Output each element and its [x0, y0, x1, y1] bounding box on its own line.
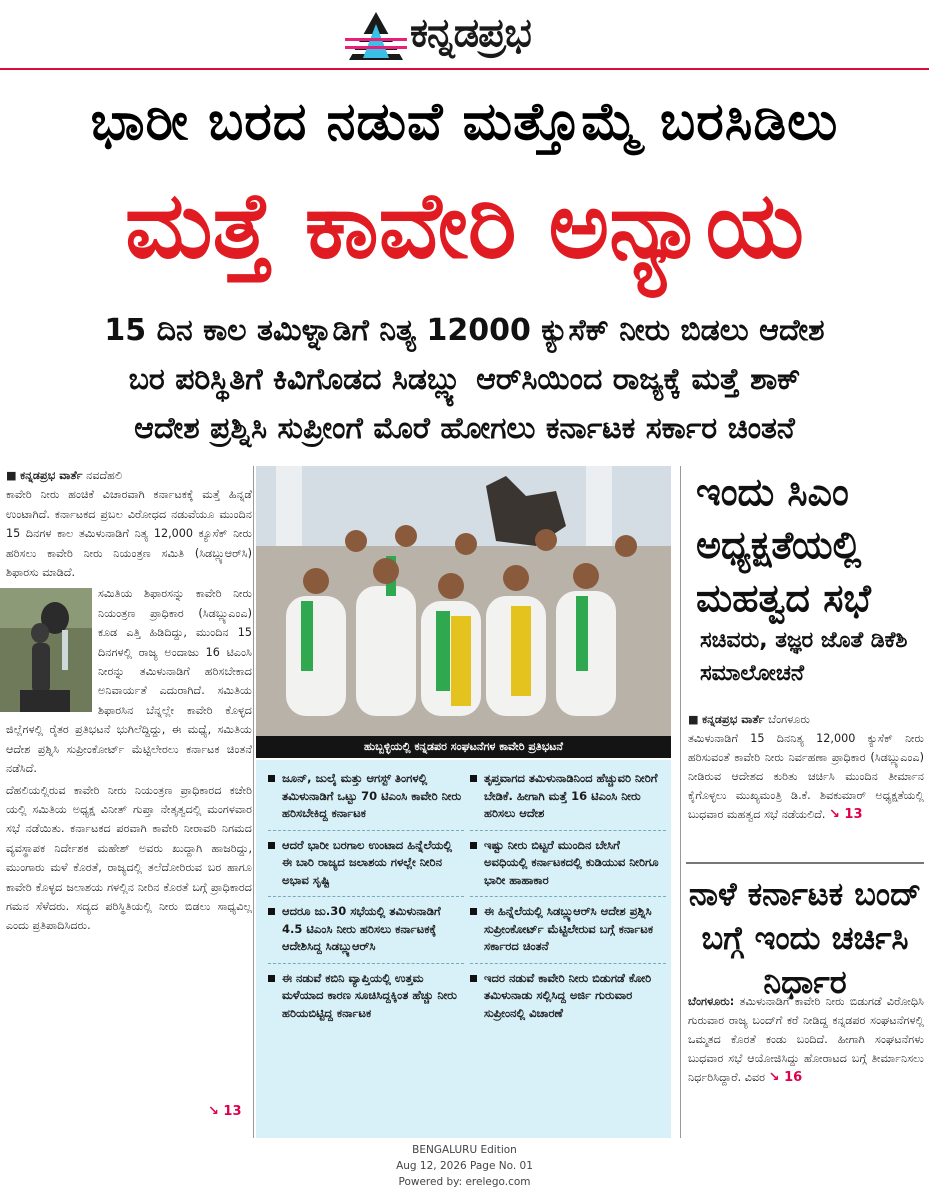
byline-place: ನವದೆಹಲಿ [86, 469, 123, 482]
bullet-square-icon: ■ [6, 469, 21, 482]
edition-label: BENGALURU Edition [412, 1144, 517, 1156]
highlights-left-column [268, 770, 464, 1036]
subhead-3: ಆದೇಶ ಪ್ರಶ್ನಿಸಿ ಸುಪ್ರೀಂಗೆ ಮೊರೆ ಹೋಗಲು ಕರ್ನಾಟಕ ಸರ್ಕಾರ ಚಿಂತನೆ [134, 411, 795, 446]
highlight-item: ಈ ನಡುವೆ ಕಬಿನಿ ವ್ಯಾಪ್ತಿಯಲ್ಲಿ ಉತ್ತಮ ಮಳೆಯಾದ ಕಾರಣ ಸೂಚಿಸಿದ್ದಕ್ಕಿಂತ ಹೆಚ್ಚು ನೀರು ಹರಿಯಬಿಟ್ಟಿದ್ದ ಕರ್ನಾಟಕ [268, 970, 464, 1023]
dateline: ಬೆಂಗಳೂರು: [688, 995, 735, 1008]
byline [6, 466, 252, 485]
kicker-headline: ಭಾರೀ ಬರದ ನಡುವೆ ಮತ್ತೊಮ್ಮೆ ಬರಸಿಡಿಲು [90, 92, 839, 152]
highlight-item: ಆದರೂ ಜು.30 ಸಭೆಯಲ್ಲಿ ತಮಿಳುನಾಡಿಗೆ 4.5 ಟಿಎಂಸಿ ನೀರು ಹರಿಸಲು ಕರ್ನಾಟಕಕ್ಕೆ ಆದೇಶಿಸಿದ್ದ ಸಿಡಬ್ಲ್ಯುಆರ್‌ಸಿ [268, 903, 464, 956]
byline-source: ಕನ್ನಡಪ್ರಭ ವಾರ್ತೆ [20, 469, 83, 482]
continued-on-page[interactable]: ↘ 13 [208, 1104, 242, 1119]
story-paragraph: ದೆಹಲಿಯಲ್ಲಿರುವ ಕಾವೇರಿ ನೀರು ನಿಯಂತ್ರಣ ಪ್ರಾಧಿಕಾರದ ಕಚೇರಿ ಯಲ್ಲಿ ಸಮಿತಿಯ ಅಧ್ಯಕ್ಷ ವಿನೀತ್ ಗುಪ್ತಾ ನೇತೃತ್ವದಲ್ಲಿ ಮಂಗಳವಾರ ಸಭೆ ನಡೆಯಿತು. ಕರ್ನಾಟಕದ ಪರವಾಗಿ ಕಾವೇರಿ ನೀರಾವರಿ ನಿಗಮದ ವ್ಯವಸ್ಥಾಪಕ ನಿರ್ದೇಶಕ ಮಹೇಶ್ ಅವರು ಖುದ್ದಾಗಿ ಹಾಜರಿದ್ದು, ಮುಂಗಾರು ಮಳೆ ಕೊರತೆ, ರಾಜ್ಯದಲ್ಲಿ ತಲೆದೋರಿರುವ ಬರ ಹಾಗೂ ಕಾವೇರಿ ಕೊಳ್ಳದ ಜಲಾಶಯ ಗಳಲ್ಲಿನ ನೀರಿನ ಕೊರತೆ ಬಗ್ಗೆ ಪ್ರಾಧಿಕಾರದ ಗಮನ ಸೆಳೆದರು. ಸದ್ಯದ ಪರಿಸ್ಥಿತಿಯಲ್ಲಿ ನೀರು ಬಿಡಲು ಸಾಧ್ಯವಿಲ್ಲ ಎಂದು ಪ್ರತಿಪಾದಿಸಿದರು. [6, 783, 252, 933]
column-rule [680, 466, 681, 1138]
main-headline: ಮತ್ತೆ ಕಾವೇರಿ ಅನ್ಯಾಯ [125, 172, 804, 279]
highlight-item: ಇಷ್ಟು ನೀರು ಬಿಟ್ಟರೆ ಮುಂದಿನ ಬೇಸಿಗೆ ಅವಧಿಯಲ್ಲಿ ಕರ್ನಾಟಕದಲ್ಲಿ ಕುಡಿಯುವ ನೀರಿಗೂ ಭಾರೀ ಹಾಹಾಕಾರ [470, 837, 666, 890]
bandh-story-body [688, 992, 924, 1087]
page-footer [0, 1142, 929, 1190]
byline-source: ಕನ್ನಡಪ್ರಭ ವಾರ್ತೆ [702, 713, 765, 726]
side-story-body [688, 710, 924, 824]
photo-caption: ಹುಬ್ಬಳ್ಳಿಯಲ್ಲಿ ಕನ್ನಡಪರ ಸಂಘಟನೆಗಳ ಕಾವೇರಿ ಪ್ರತಿಭಟನೆ [256, 736, 671, 758]
highlights-box [256, 760, 671, 1138]
byline-place: ಬೆಂಗಳೂರು [768, 713, 810, 726]
subhead-2: ಬರ ಪರಿಸ್ಥಿತಿಗೆ ಕಿವಿಗೊಡದ ಸಿಡಬ್ಲ್ಯು ಆರ್‌ಸಿಯಿಂದ ರಾಜ್ಯಕ್ಕೆ ಮತ್ತೆ ಶಾಕ್ [128, 362, 801, 397]
masthead-divider [0, 68, 929, 70]
statue-photo [0, 588, 92, 712]
arrow-icon: ↘ [208, 1104, 224, 1119]
story-paragraph: ತಮಿಳುನಾಡಿಗೆ 15 ದಿನನಿತ್ಯ 12,000 ಕ್ಯುಸೆಕ್ ನೀರು ಹರಿಸುವಂತೆ ಕಾವೇರಿ ನೀರು ನಿರ್ವಹಣಾ ಪ್ರಾಧಿಕಾರ (ಸಿಡಬ್ಲ್ಯುಎಂಎ) ನೀಡಿರುವ ಆದೇಶದ ಕುರಿತು ಚರ್ಚಿಸಿ ಮುಂದಿನ ತೀರ್ಮಾನ ಕೈಗೊಳ್ಳಲು ಮುಖ್ಯಮಂತ್ರಿ ಡಿ.ಕೆ. ಶಿವಕುಮಾರ್ ಅಧ್ಯಕ್ಷತೆಯಲ್ಲಿ ಬುಧವಾರ ಮಹತ್ವದ ಸಭೆ ನಡೆಯಲಿದೆ. [688, 732, 924, 821]
story-paragraph: ಸಮಿತಿಯ ಶಿಫಾರಸನ್ನು ಕಾವೇರಿ ನೀರು ನಿಯಂತ್ರಣ ಪ್ರಾಧಿಕಾರ (ಸಿಡಬ್ಲ್ಯುಎಂಎ) ಕೂಡ ಎತ್ತಿ ಹಿಡಿದಿದ್ದು, ಮುಂದಿನ 15 ದಿನಗಳಲ್ಲಿ ರಾಜ್ಯ ಅಂದಾಜು 16 ಟಿಎಂಸಿ ನೀರನ್ನು ತಮಿಳುನಾಡಿಗೆ ಹರಿಸಬೇಕಾದ ಅನಿವಾರ್ಯತೆ ಎದುರಾಗಿದೆ. ಸಮಿತಿಯ ಶಿಫಾರಸಿನ ಬೆನ್ನಲ್ಲೇ ಕಾವೇರಿ ಕೊಳ್ಳದ ಜಿಲ್ಲೆಗಳಲ್ಲಿ ರೈತರ ಪ್ರತಿಭಟನೆ ಭುಗಿಲೆದ್ದಿದ್ದು, ಈ ಮಧ್ಯೆ, ಸಮಿತಿಯ ಆದೇಶ ಪ್ರಶ್ನಿಸಿ ಸುಪ್ರೀಂಕೋರ್ಟ್ ಮೆಟ್ಟಿಲೇರಲು ಕರ್ನಾಟಕ ಚಿಂತನೆ ನಡೆಸಿದೆ. [6, 587, 252, 776]
kannadaprabha-logo-icon [345, 10, 407, 62]
highlight-item: ತೃಪ್ತವಾಗದ ತಮಿಳುನಾಡಿನಿಂದ ಹೆಚ್ಚುವರಿ ನೀರಿಗೆ ಬೇಡಿಕೆ. ಹೀಗಾಗಿ ಮತ್ತೆ 16 ಟಿಎಂಸಿ ನೀರು ಹರಿಸಲು ಆದೇಶ [470, 770, 666, 823]
highlight-item: ಆದರೆ ಭಾರೀ ಬರಗಾಲ ಉಂಟಾದ ಹಿನ್ನೆಲೆಯಲ್ಲಿ ಈ ಬಾರಿ ರಾಜ್ಯದ ಜಲಾಶಯ ಗಳಲ್ಲೇ ನೀರಿನ ಅಭಾವ ಸೃಷ್ಟಿ [268, 837, 464, 890]
bullet-square-icon: ■ [688, 713, 703, 726]
powered-by-link[interactable]: Powered by: erelego.com [398, 1176, 531, 1188]
highlight-item: ಇದರ ನಡುವೆ ಕಾವೇರಿ ನೀರು ಬಿಡುಗಡೆ ಕೋರಿ ತಮಿಳುನಾಡು ಸಲ್ಲಿಸಿದ್ದ ಅರ್ಜಿ ಗುರುವಾರ ಸುಪ್ರೀಂನಲ್ಲಿ ವಿಚಾರಣೆ [470, 970, 666, 1023]
masthead-title: ಕನ್ನಡಪ್ರಭ [410, 10, 531, 56]
highlight-item: ಜೂನ್, ಜುಲೈ ಮತ್ತು ಆಗಸ್ಟ್ ತಿಂಗಳಲ್ಲಿ ತಮಿಳುನಾಡಿಗೆ ಒಟ್ಟು 70 ಟಿಎಂಸಿ ಕಾವೇರಿ ನೀರು ಹರಿಸಬೇಕಿದ್ದ ಕರ್ನಾಟಕ [268, 770, 464, 823]
lead-story [6, 466, 252, 938]
protest-photo-image [256, 466, 671, 736]
continued-on-page[interactable]: ↘ 13 [829, 807, 863, 822]
section-divider [686, 862, 924, 864]
bandh-story-headline: ನಾಳೆ ಕರ್ನಾಟಕ ಬಂದ್ ಬಗ್ಗೆ ಇಂದು ಚರ್ಚಿಸಿ ನಿರ್ಧಾರ [688, 875, 922, 1001]
masthead [0, 0, 929, 72]
side-story-subhead: ಸಚಿವರು, ತಜ್ಞರ ಜೊತೆ ಡಿಕೆಶಿ ಸಮಾಲೋಚನೆ [700, 628, 908, 686]
date-page-label: Aug 12, 2026 Page No. 01 [396, 1160, 533, 1172]
refer-label: ವಿವರ [744, 1071, 766, 1084]
side-story-headline: ಇಂದು ಸಿಎಂ ಅಧ್ಯಕ್ಷತೆಯಲ್ಲಿ ಮಹತ್ವದ ಸಭೆ [696, 470, 871, 620]
highlight-item: ಈ ಹಿನ್ನೆಲೆಯಲ್ಲಿ ಸಿಡಬ್ಲ್ಯುಆರ್‌ಸಿ ಆದೇಶ ಪ್ರಶ್ನಿಸಿ ಸುಪ್ರೀಂಕೋರ್ಟ್ ಮೆಟ್ಟಿಲೇರುವ ಬಗ್ಗೆ ಕರ್ನಾಟಕ ಸರ್ಕಾರದ ಚಿಂತನೆ [470, 903, 666, 956]
protest-photo [256, 466, 671, 756]
highlights-right-column [470, 770, 666, 1036]
column-rule [253, 466, 254, 1138]
subhead-1: 15 ದಿನ ಕಾಲ ತಮಿಳ್ನಾಡಿಗೆ ನಿತ್ಯ 12000 ಕ್ಯುಸೆಕ್ ನೀರು ಬಿಡಲು ಆದೇಶ [104, 313, 825, 348]
story-paragraph: ತಮಿಳುನಾಡಿಗೆ ಕಾವೇರಿ ನೀರು ಬಿಡುಗಡೆ ವಿರೋಧಿಸಿ ಗುರುವಾರ ರಾಜ್ಯ ಬಂದ್‌ಗೆ ಕರೆ ನೀಡಿದ್ದ ಕನ್ನಡಪರ ಸಂಘಟನೆಗಳಲ್ಲಿ ಒಮ್ಮತದ ಕೊರತೆ ಕಂಡು ಬಂದಿದೆ. ಹೀಗಾಗಿ ಸಂಘಟನೆಗಳು ಬುಧವಾರ ಸಭೆ ಆಯೋಜಿಸಿದ್ದು ಹೋರಾಟದ ಬಗ್ಗೆ ತೀರ್ಮಾನಿಸಲು ನಿರ್ಧರಿಸಿದ್ದಾರೆ. [688, 995, 924, 1084]
continued-on-page[interactable]: ↘ 16 [768, 1070, 803, 1085]
story-paragraph: ಕಾವೇರಿ ನೀರು ಹಂಚಿಕೆ ವಿಚಾರವಾಗಿ ಕರ್ನಾಟಕಕ್ಕೆ ಮತ್ತೆ ಹಿನ್ನಡೆ ಉಂಟಾಗಿದೆ. ಕರ್ನಾಟಕದ ಪ್ರಬಲ ವಿರೋಧದ ನಡುವೆಯೂ ಮುಂದಿನ 15 ದಿನಗಳ ಕಾಲ ತಮಿಳುನಾಡಿಗೆ ನಿತ್ಯ 12,000 ಕ್ಯೂಸೆಕ್ ನೀರು ಹರಿಸಲು ಕಾವೇರಿ ನೀರು ನಿಯಂತ್ರಣ ಸಮಿತಿ (ಸಿಡಬ್ಲ್ಯುಆರ್‌ಸಿ) ಶಿಫಾರಸು ಮಾಡಿದೆ. [6, 488, 252, 580]
